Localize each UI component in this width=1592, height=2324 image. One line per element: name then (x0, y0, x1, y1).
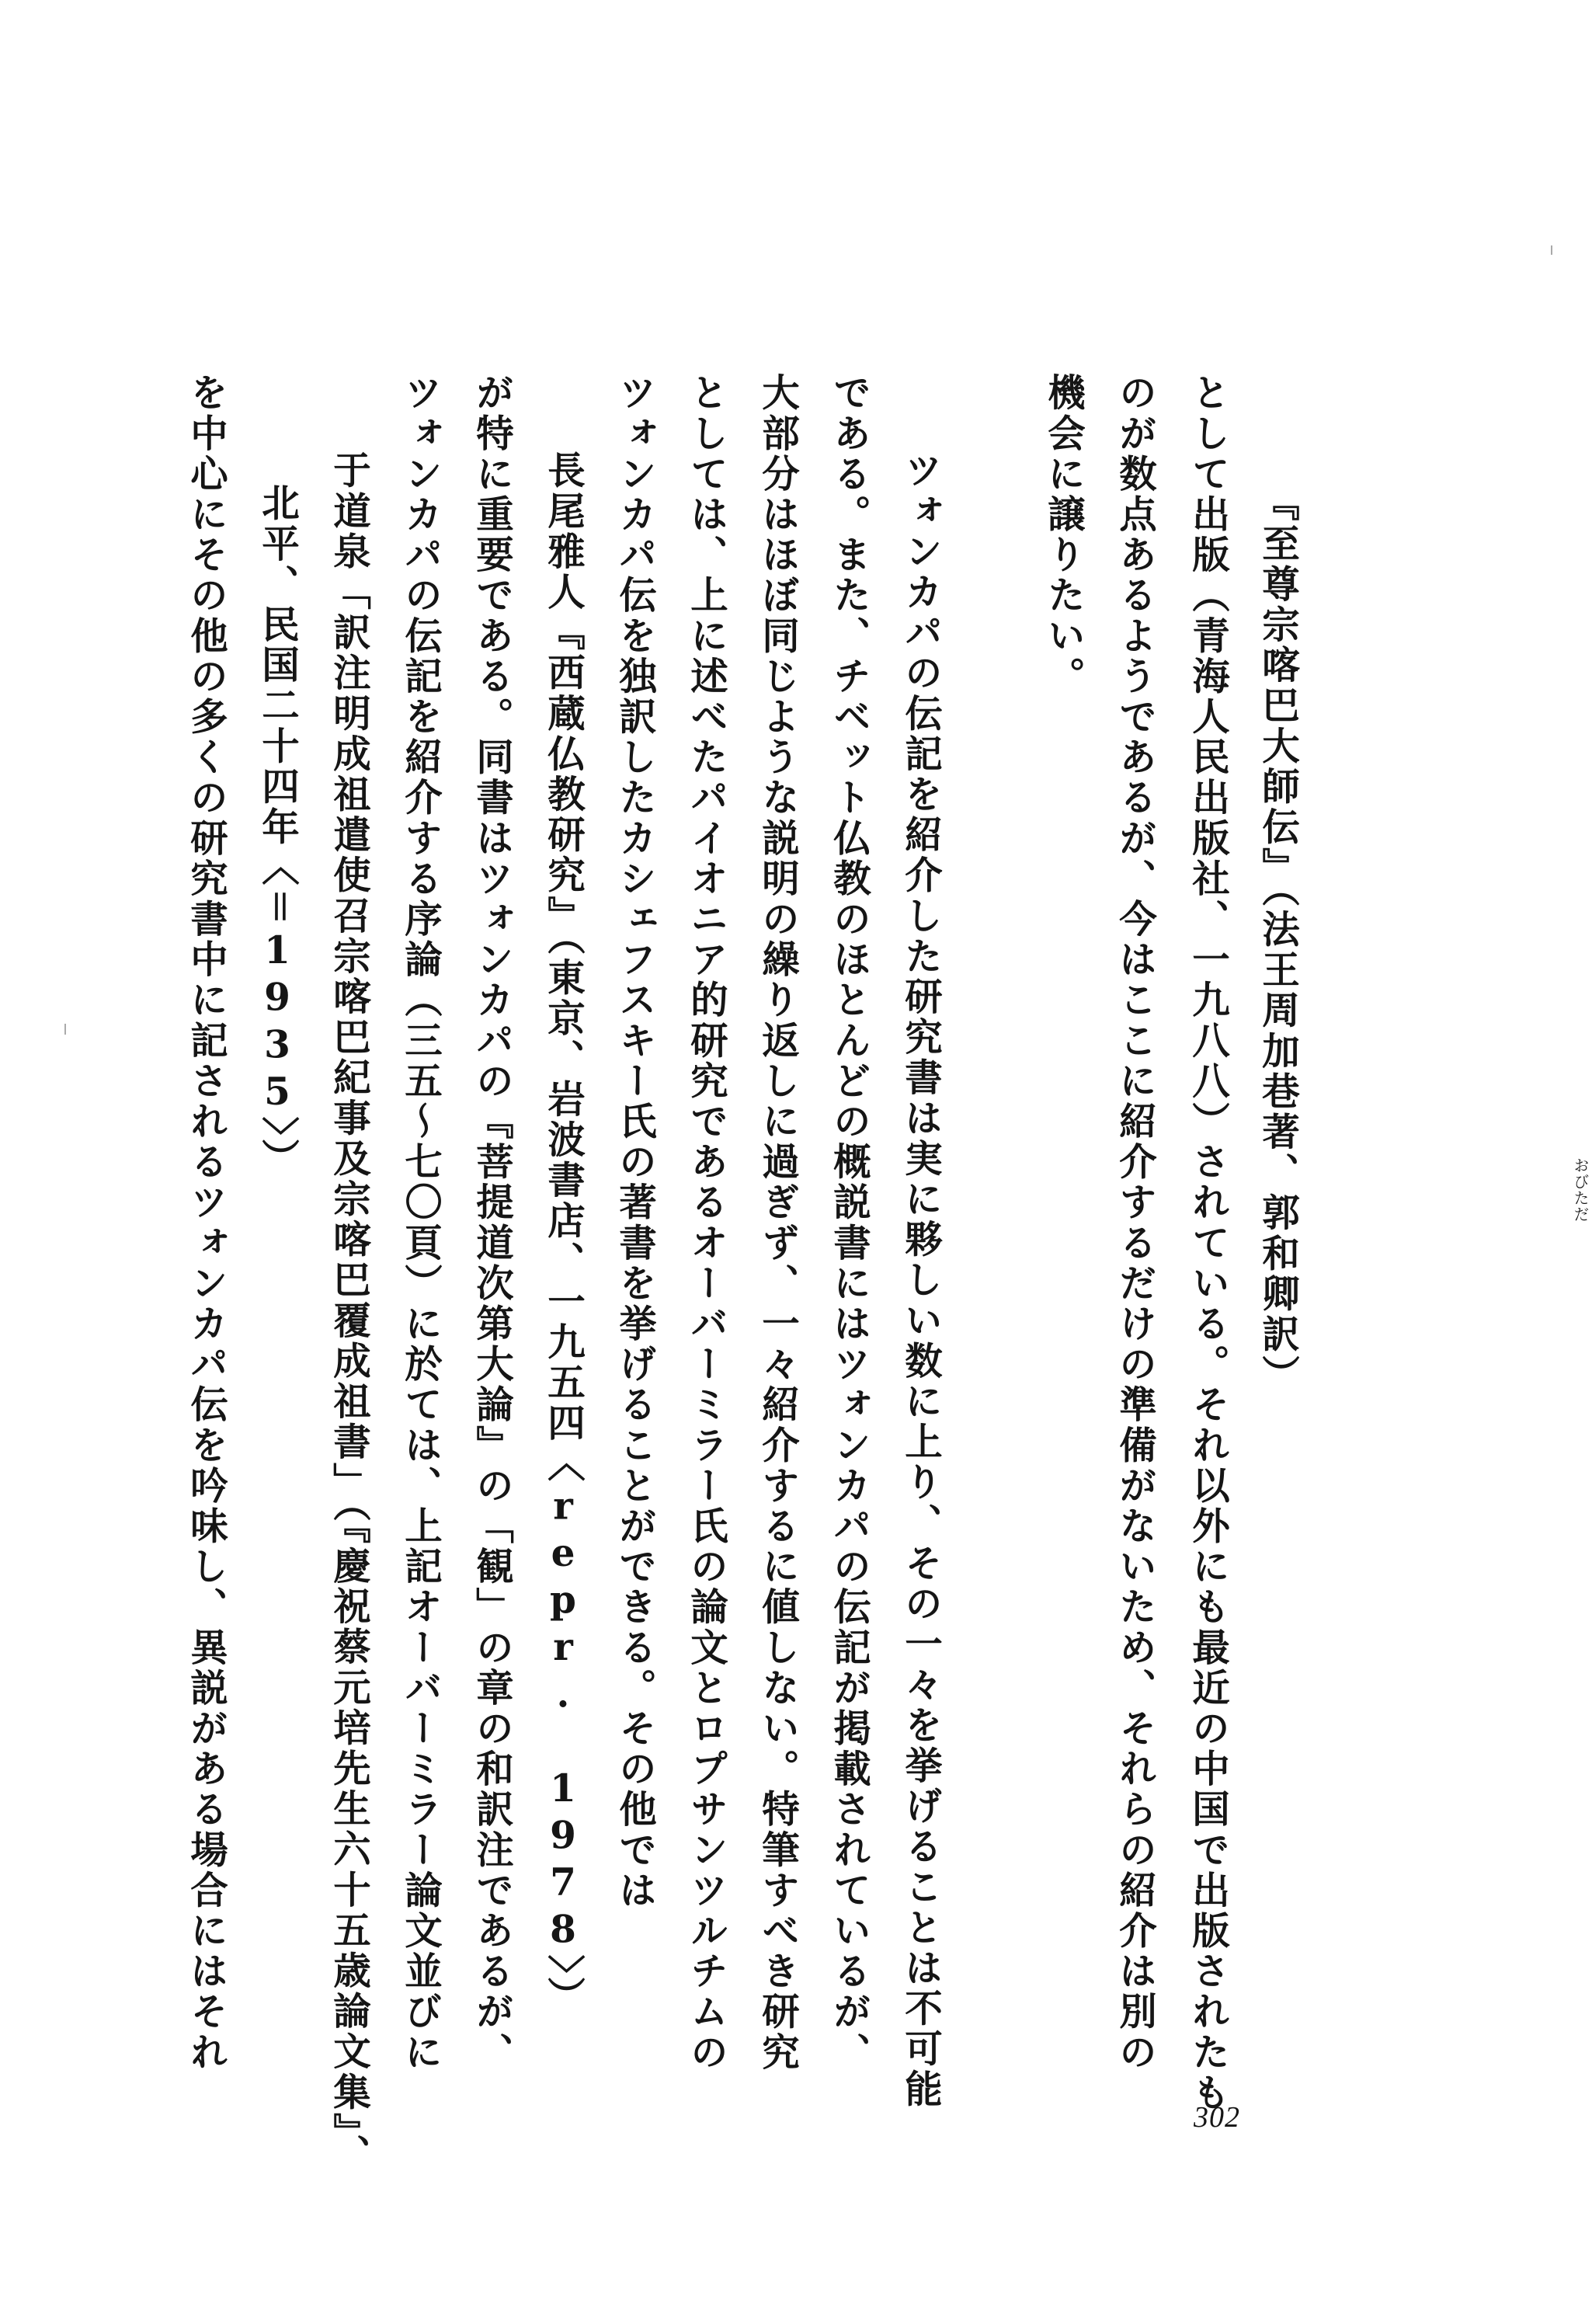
column-text: 于道泉「訳注明成祖遣使召宗喀巴紀事及宗喀巴覆成祖書」（『慶祝蔡元培先生六十五歳論文集』、 (326, 451, 371, 2175)
text-column-6 (826, 373, 871, 2073)
column-text: 『至尊宗喀巴大師伝』（法王周加巷著、郭和卿訳） (1255, 483, 1300, 1396)
column-text: 北平、民国二十四年〈＝1935〉） (255, 483, 300, 1179)
text-column-5 (898, 451, 943, 2110)
column-text: として出版（青海人民出版社、一九八八）されている。それ以外にも最近の中国で出版されたも (1185, 373, 1230, 2114)
text-column-13 (326, 451, 371, 2175)
text-column-10 (541, 451, 586, 2017)
ruby-annotation: おびただ (1571, 1157, 1590, 1223)
column-text: を中心にその他の多くの研究書中に記されるツォンカパ伝を吟味し、異説がある場合にはそれ (183, 373, 228, 2073)
text-column-8 (683, 373, 728, 2073)
text-column-1 (1255, 483, 1300, 1396)
text-column-12 (398, 373, 443, 2073)
column-text: 大部分はほぼ同じような説明の繰り返しに過ぎず、一々紹介するに値しない。特筆すべき研究 (755, 373, 800, 2073)
column-text: としては、上に述べたパイオニア的研究であるオーバーミラー氏の論文とロプサンツルチムの (683, 373, 728, 2073)
scan-mark (1551, 245, 1552, 255)
column-text: のが数点あるようであるが、今はここに紹介するだけの準備がないため、それらの紹介は別の (1112, 373, 1157, 2073)
scan-mark (64, 1024, 66, 1035)
column-text: ツォンカパの伝記を紹介した研究書は実に夥しい数に上り、その一々を挙げることは不可能 (898, 451, 943, 2110)
column-text: ツォンカパ伝を独訳したカシェフスキー氏の著書を挙げることができる。その他では (612, 373, 657, 1911)
text-column-4 (1041, 373, 1086, 697)
text-column-3 (1112, 373, 1157, 2073)
column-text: ツォンカパの伝記を紹介する序論（三五〜七〇頁）に於ては、上記オーバーミラー論文並びに (398, 373, 443, 2073)
text-column-14 (255, 483, 300, 1179)
column-text: が特に重要である。同書はツォンカパの『菩提道次第大論』の「観」の章の和訳注であるが、 (469, 373, 514, 2073)
text-column-7 (755, 373, 800, 2073)
column-text: 長尾雅人『西蔵仏教研究』（東京、岩波書店、一九五四〈repr. 1978〉） (541, 451, 586, 2017)
text-column-9 (612, 373, 657, 1911)
column-text: 機会に譲りたい。 (1041, 373, 1086, 697)
text-column-11 (469, 373, 514, 2073)
text-column-15 (183, 373, 228, 2073)
text-column-2 (1185, 373, 1230, 2114)
column-text: である。また、チベット仏教のほとんどの概説書にはツォンカパの伝記が掲載されているが、 (826, 373, 871, 2073)
page-number: 302 (1194, 2101, 1240, 2134)
